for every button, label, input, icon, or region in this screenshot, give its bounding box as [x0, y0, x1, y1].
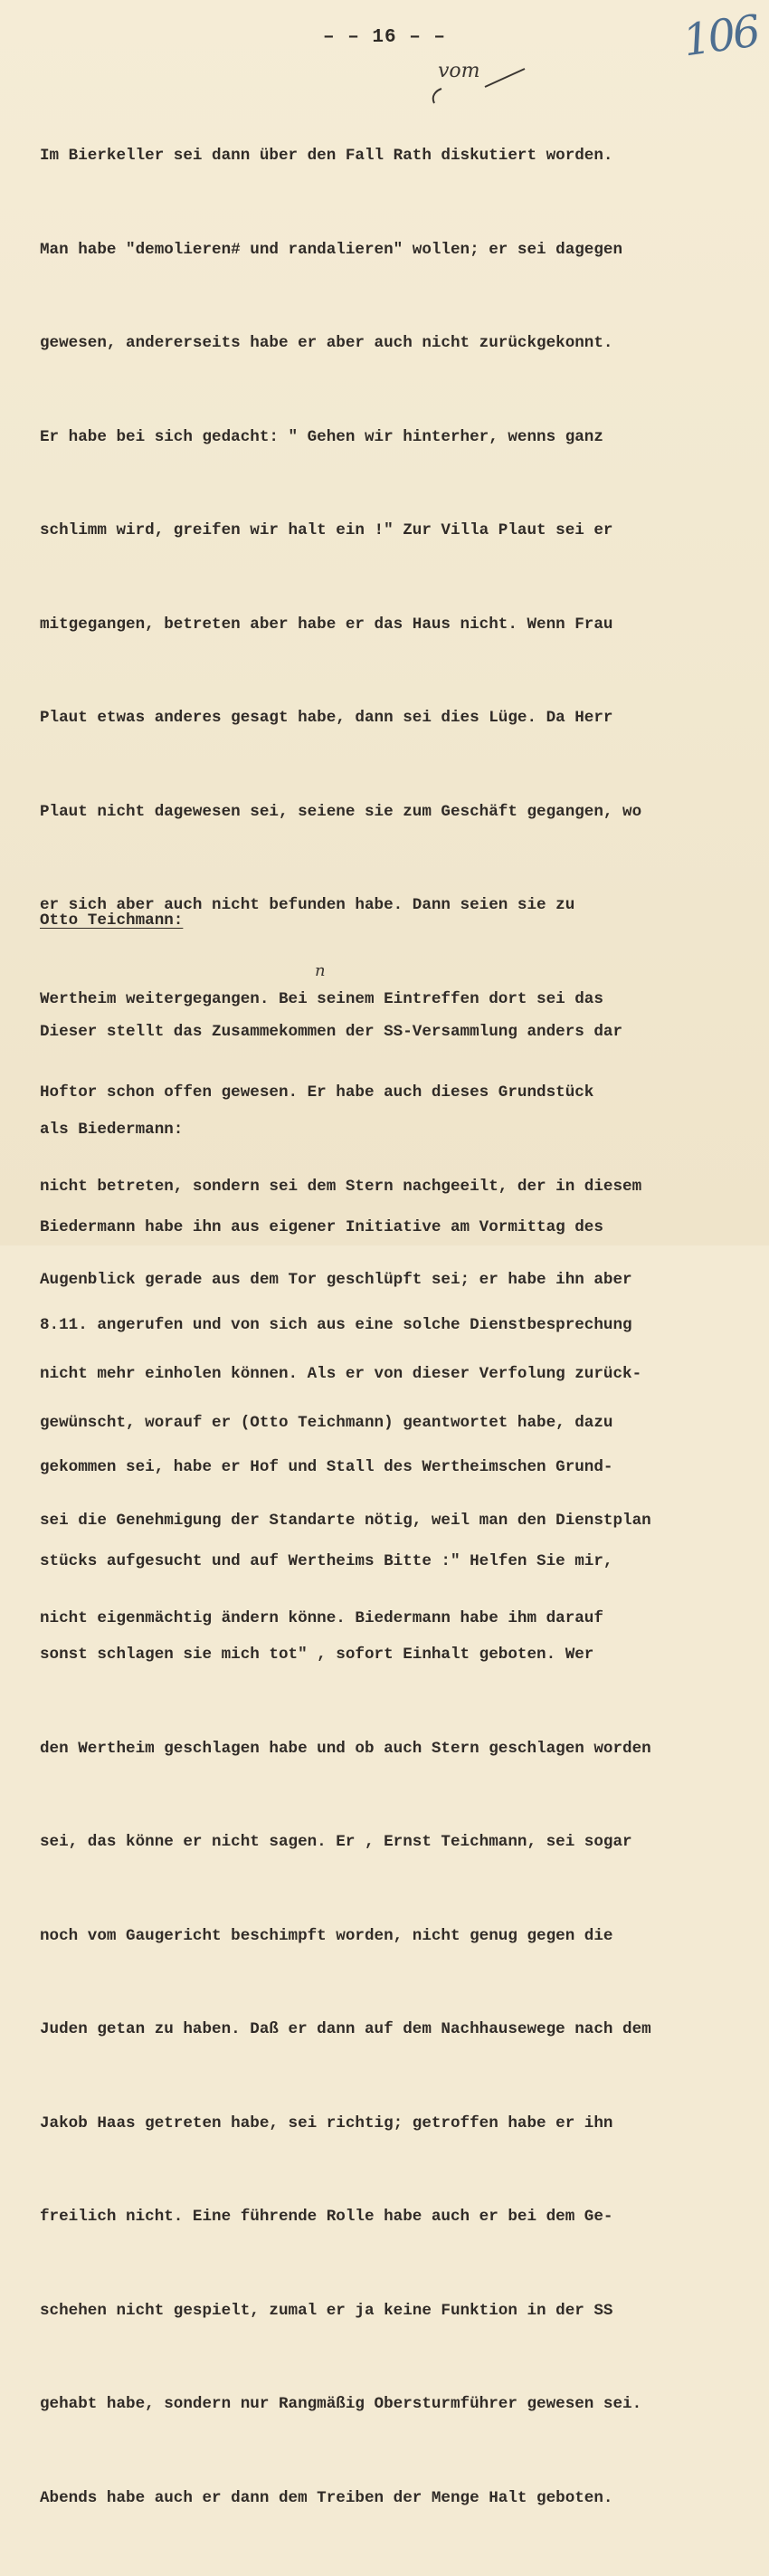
text-line: Plaut etwas anderes gesagt habe, dann sei dies Lüge. Da Herr [40, 709, 613, 727]
text-line: schehen nicht gespielt, zumal er ja keine Funktion in der SS [40, 2301, 613, 2320]
text-line: Juden getan zu haben. Daß er dann auf dem Nachhausewege nach dem [40, 2020, 651, 2038]
text-line: gewünscht, worauf er (Otto Teichmann) geantwortet habe, dazu [40, 1414, 613, 1432]
text-line: Plaut nicht dagewesen sei, seiene sie zum Geschäft gegangen, wo [40, 802, 642, 821]
handwritten-correction-n: n [315, 961, 326, 980]
text-line: Augenblick gerade aus dem Tor geschlüpft sei; er habe ihn aber [40, 1271, 632, 1289]
text-line: nicht mehr einholen können. Als er von dieser Verfolung zurück- [40, 1364, 642, 1383]
text-line: als Biedermann: [40, 1121, 184, 1139]
text-line: sonst schlagen sie mich tot" , sofort Einhalt geboten. Wer [40, 1646, 594, 1664]
text-line: gewesen, andererseits habe er aber auch nicht zurückgekonnt. [40, 334, 613, 352]
text-line: sei die Genehmigung der Standarte nötig, weil man den Dienstplan [40, 1512, 651, 1530]
text-line: Jakob Haas getreten habe, sei richtig; getroffen habe er ihn [40, 2113, 613, 2132]
text-line: Im Bierkeller sei dann über den Fall Rath diskutiert worden. [40, 147, 613, 165]
archive-number-handwritten: 106 [679, 5, 762, 67]
text-line: gehabt habe, sondern nur Rangmäßig Obersturmführer gewesen sei. [40, 2395, 642, 2413]
text-line: er sich aber auch nicht befunden habe. Dann seien sie zu [40, 896, 575, 914]
text-line: Biedermann habe ihn aus eigener Initiative am Vormittag des [40, 1218, 603, 1236]
text-line: 8.11. angerufen und von sich aus eine solche Dienstbesprechung [40, 1316, 632, 1334]
text-line: mitgegangen, betreten aber habe er das Haus nicht. Wenn Frau [40, 615, 613, 634]
text-line: sei, das könne er nicht sagen. Er , Ernst Teichmann, sei sogar [40, 1833, 632, 1851]
text-line: Er habe bei sich gedacht: " Gehen wir hinterher, wenns ganz [40, 427, 603, 446]
text-line: nicht eigenmächtig ändern könne. Biedermann habe ihm darauf [40, 1609, 603, 1627]
handwritten-correction-vom: vom [438, 60, 480, 82]
text-line: freilich nicht. Eine führende Rolle habe auch er bei dem Ge- [40, 2208, 613, 2226]
text-line: den Wertheim geschlagen habe und ob auch Stern geschlagen worden [40, 1739, 651, 1758]
text-line: gekommen sei, habe er Hof und Stall des Wertheimschen Grund- [40, 1458, 613, 1476]
text-line: schlimm wird, greifen wir halt ein !" Zur Villa Plaut sei er [40, 521, 613, 539]
text-line: stücks aufgesucht und auf Wertheims Bitte :" Helfen Sie mir, [40, 1551, 613, 1570]
section-heading-otto-teichmann: Otto Teichmann: [40, 911, 184, 930]
page-number: – – 16 – – [322, 27, 447, 48]
paragraph-otto-teichmann [40, 950, 755, 1700]
text-line: Man habe "demolieren# und randalieren" wollen; er sei dagegen [40, 240, 623, 259]
text-line: Abends habe auch er dann dem Treiben der Menge Halt geboten. [40, 2488, 613, 2507]
text-line: noch vom Gaugericht beschimpft worden, nicht genug gegen die [40, 1926, 613, 1945]
text-line: Wertheim weitergegangen. Bei seinem Eintreffen dort sei das [40, 989, 603, 1008]
text-line: Hoftor schon offen gewesen. Er habe auch dieses Grundstück [40, 1083, 594, 1102]
text-line: nicht betreten, sondern sei dem Stern nachgeeilt, der in diesem [40, 1177, 642, 1196]
text-line: Dieser stellt das Zusammekommen der SS-Versammlung anders dar [40, 1023, 623, 1041]
